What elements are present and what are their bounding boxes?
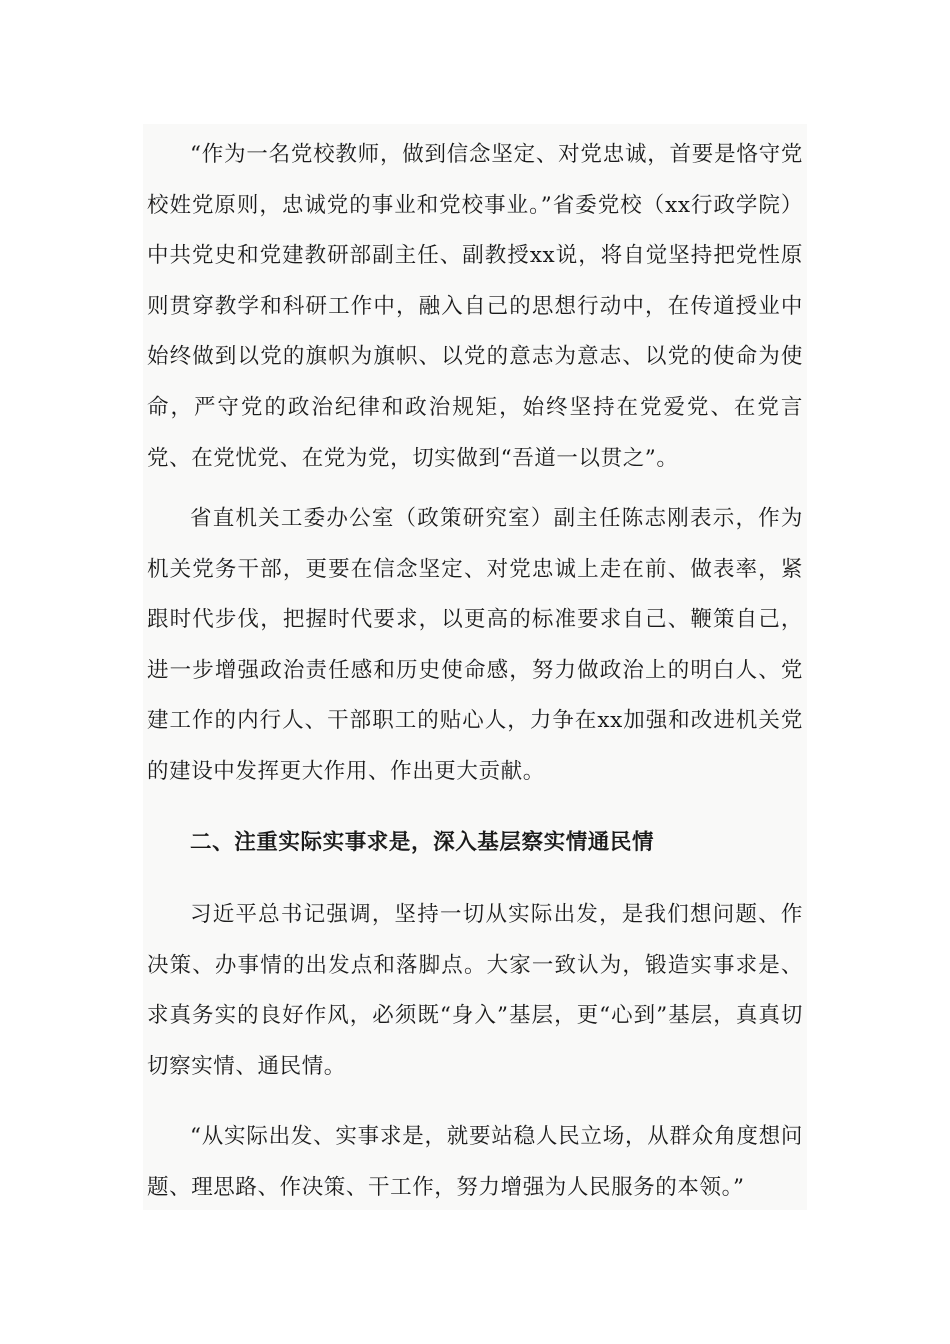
paragraph-organ-work-committee: 省直机关工委办公室（政策研究室）副主任陈志刚表示，作为机关党务干部，更要在信念坚定、对党忠诚上走在前、做表率，紧跟时代步伐，把握时代要求，以更高的标准要求自己、鞭策自己，进一步增强政治责任感和历史使命感，努力做政治上的明白人、党建工作的内行人、干部职工的贴心人，力争在xx加强和改进机关党的建设中发挥更大作用、作出更大贡献。 [147, 506, 803, 784]
document-page [143, 124, 807, 1210]
paragraph-party-school-teacher: “作为一名党校教师，做到信念坚定、对党忠诚，首要是恪守党校姓党原则，忠诚党的事业和党校事业。”省委党校（xx行政学院）中共党史和党建教研部副主任、副教授xx说，将自觉坚持把党性原则贯穿教学和科研工作中，融入自己的思想行动中，在传道授业中始终做到以党的旗帜为旗帜、以党的意志为意志、以党的使命为使命，严守党的政治纪律和政治规矩，始终坚持在党爱党、在党言党、在党忧党、在党为党，切实做到“吾道一以贯之”。 [147, 142, 803, 471]
paragraph-seek-truth: 习近平总书记强调，坚持一切从实际出发，是我们想问题、作决策、办事情的出发点和落脚点。大家一致认为，锻造实事求是、求真务实的良好作风，必须既“身入”基层，更“心到”基层，真真切切察实情、通民情。 [147, 902, 803, 1079]
section-heading: 二、注重实际实事求是，深入基层察实情通民情 [190, 830, 655, 855]
paragraph-people-stance: “从实际出发、实事求是，就要站稳人民立场，从群众角度想问题、理思路、作决策、干工作，努力增强为人民服务的本领。” [147, 1124, 803, 1200]
